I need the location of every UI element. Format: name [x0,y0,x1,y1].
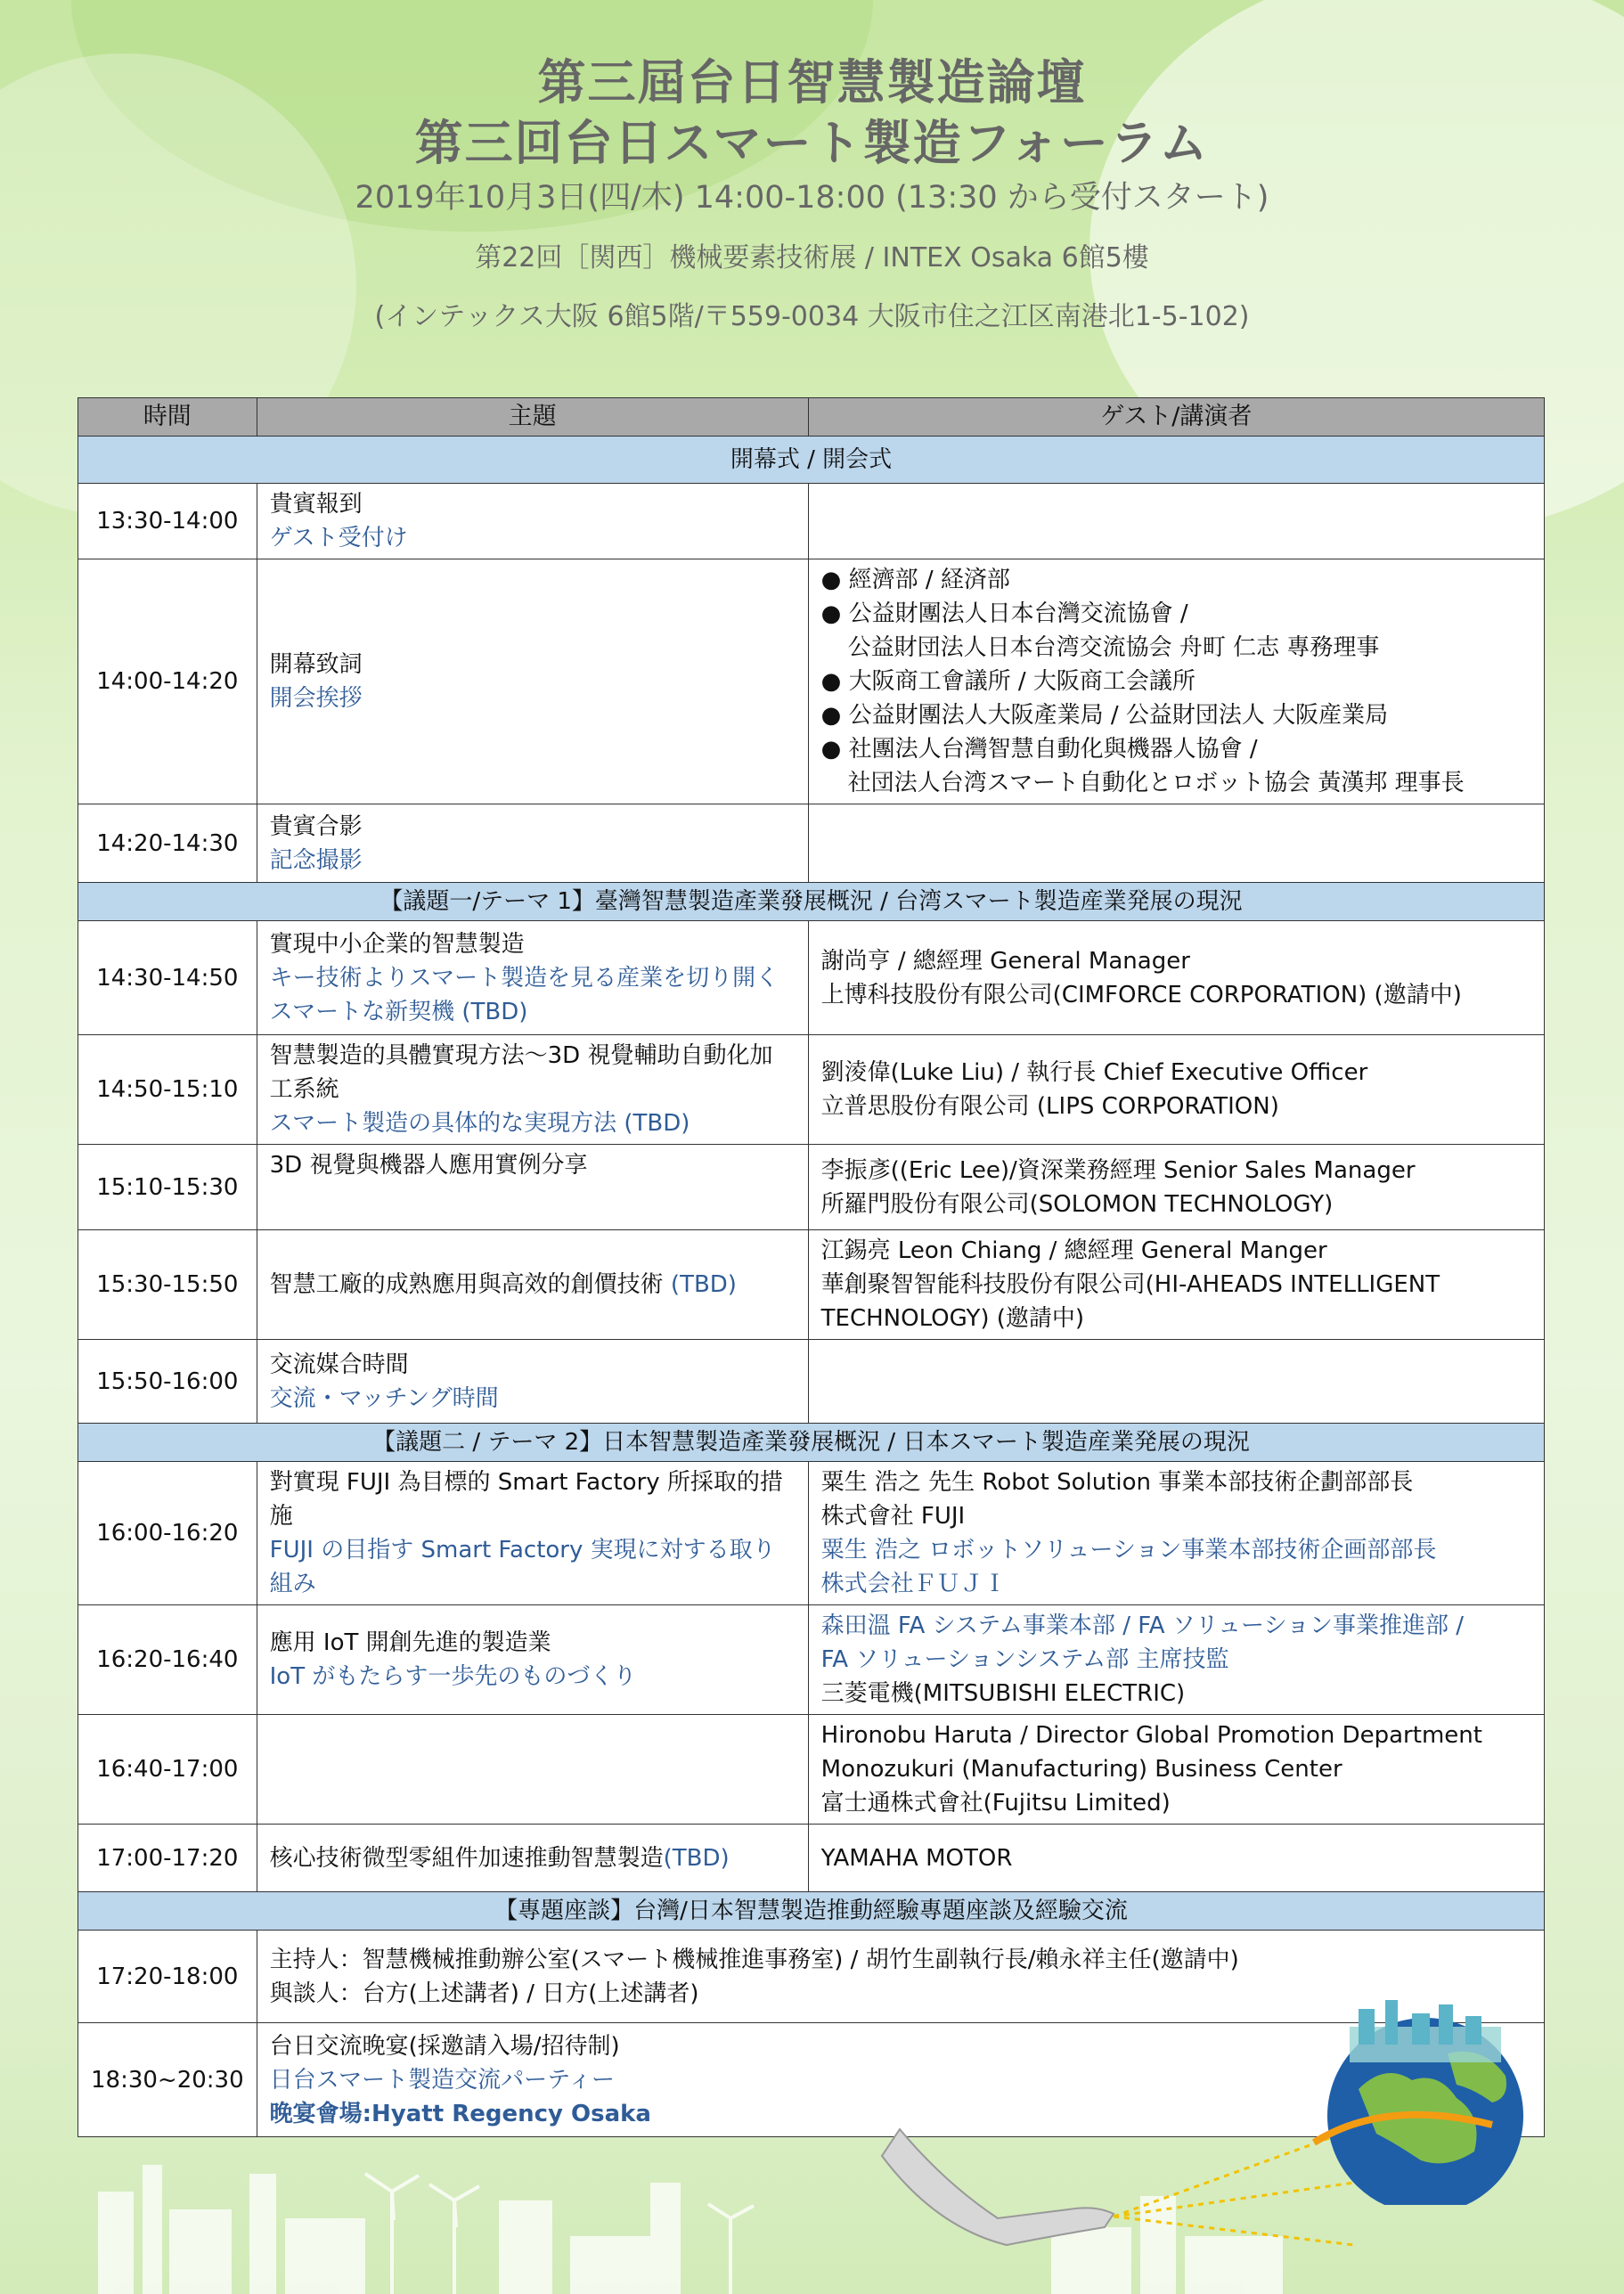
tbd-label: (TBD) [670,1271,737,1298]
speaker-line: ● 公益財團法人日本台灣交流協會 / [821,597,1531,631]
topic-cell [257,1340,808,1424]
topic-text-ja: ゲスト受付け [269,525,408,551]
title-japanese: 第三回台日スマート製造フォーラム [414,115,1210,171]
topic-cell [257,559,808,804]
table-row [78,1230,1545,1340]
speaker-cell [808,1605,1544,1715]
speaker-cell [808,1230,1544,1340]
event-address: (インテックス大阪 6館5階/〒559-0034 大阪市住之江区南港北1-5-102) [374,301,1250,332]
speaker-cell [808,1340,1544,1424]
speaker-line: 華創聚智智能科技股份有限公司(HI-AHEADS INTELLIGENT TECHNOLOGY) (邀請中) [820,1271,1440,1332]
globe-robot-hand-illustration [1305,1991,1546,2205]
panel-speakers: 與談人：台方(上述講者) / 日方(上述講者) [269,1980,699,2007]
topic-text-ja: 記念撮影 [269,846,363,874]
time-cell: 15:50-16:00 [78,1340,257,1424]
speaker-line-ja: 粟生 浩之 ロボットソリューション事業本部技術企画部部長 [820,1537,1437,1563]
topic-text: 交流媒合時間 [269,1351,409,1378]
speaker-line: 社団法人台湾スマート自動化とロボット協会 黃漢邦 理事長 [847,770,1465,796]
topic-cell [257,1825,808,1892]
topic-text: 對實現 FUJI 為目標的 Smart Factory 所採取的措施 [269,1469,783,1530]
table-row [78,484,1545,559]
speaker-cell [808,559,1544,804]
section-theme1: 【議題一/テーマ 1】臺灣智慧製造產業發展概況 / 台湾スマート製造産業発展の現況 [78,883,1545,921]
speaker-line: 三菱電機(MITSUBISHI ELECTRIC) [820,1680,1186,1707]
speaker-cell [808,921,1544,1035]
topic-cell [257,1230,808,1340]
speaker-line: 江錫亮 Leon Chiang / 總經理 General Manger [820,1237,1327,1264]
topic-text: 開幕致詞 [269,651,363,678]
col-header-speaker: ゲスト/講演者 [808,398,1544,437]
speaker-line: Monozukuri (Manufacturing) Business Center [820,1756,1342,1783]
section-row [78,437,1545,484]
dinner-venue: 晚宴會場:Hyatt Regency Osaka [269,2100,651,2127]
topic-cell [257,1145,808,1230]
col-header-time: 時間 [78,398,257,437]
topic-text: 核心技術微型零組件加速推動智慧製造 [269,1844,664,1872]
table-row [78,1825,1545,1892]
speaker-cell [808,1145,1544,1230]
topic-text: 實現中小企業的智慧製造 [269,930,525,958]
topic-text-ja: 日台スマート製造交流パーティー [269,2066,616,2094]
speaker-line: 所羅門股份有限公司(SOLOMON TECHNOLOGY) [820,1190,1334,1218]
topic-cell [257,804,808,883]
table-row [78,1340,1545,1424]
time-cell: 17:20-18:00 [78,1931,257,2023]
section-opening: 開幕式 / 開会式 [78,437,1545,484]
topic-cell [257,484,808,559]
time-cell: 16:20-16:40 [78,1605,257,1715]
topic-cell [257,1605,808,1715]
topic-text-ja: 開会挨拶 [269,685,363,712]
topic-text-ja: キー技術よりスマート製造を見る産業を切り開くスマートな新契機 (TBD) [269,964,779,1025]
section-panel: 【專題座談】台灣/日本智慧製造推動經驗專題座談及經驗交流 [78,1892,1545,1931]
table-row [78,1035,1545,1145]
time-cell: 15:30-15:50 [78,1230,257,1340]
speaker-line: ● 社團法人台灣智慧自動化與機器人協會 / [821,732,1531,766]
topic-text: 智慧工廠的成熟應用與高效的創價技術 [269,1271,664,1298]
topic-text: 台日交流晚宴(採邀請入場/招待制) [269,2032,620,2060]
speaker-line: 上博科技股份有限公司(CIMFORCE CORPORATION) (邀請中) [820,981,1462,1008]
robot-hand-shape [882,2129,1114,2245]
speaker-line: 富士通株式會社(Fujitsu Limited) [820,1790,1171,1816]
tbd-label: (TBD) [663,1844,730,1872]
section-row [78,1424,1545,1462]
topic-cell [257,921,808,1035]
section-theme2: 【議題二 / テーマ 2】日本智慧製造產業發展概況 / 日本スマート製造産業発展の現況 [78,1424,1545,1462]
topic-text-ja: FUJI の目指す Smart Factory 実現に対する取り組み [269,1537,776,1597]
topic-cell [257,1462,808,1605]
topic-text: 貴賓報到 [269,491,363,518]
speaker-line-ja: FA ソリューションシステム部 主席技監 [820,1646,1229,1673]
topic-cell [257,1715,808,1825]
topic-text: 應用 IoT 開創先進的製造業 [269,1629,551,1656]
time-cell: 16:00-16:20 [78,1462,257,1605]
table-row [78,921,1545,1035]
speaker-line: 李振彥((Eric Lee)/資深業務經理 Senior Sales Manager [820,1156,1416,1184]
schedule-table [78,397,1545,2137]
time-cell: 14:00-14:20 [78,559,257,804]
speaker-line: 謝尚亨 / 總經理 General Manager [820,947,1190,975]
table-row [78,804,1545,883]
time-cell: 16:40-17:00 [78,1715,257,1825]
speaker-cell [808,1825,1544,1892]
speaker-line: 株式會社 FUJI [820,1503,966,1530]
section-row [78,883,1545,921]
speaker-line-ja: 株式会社ＦＵＪＩ [820,1571,1007,1597]
speaker-line: ● 大阪商工會議所 / 大阪商工会議所 [821,665,1531,698]
topic-text-ja: 交流・マッチング時間 [269,1384,499,1412]
topic-text: 貴賓合影 [269,812,363,840]
speaker-line: ● 經濟部 / 経済部 [821,563,1531,597]
panel-host: 主持人：智慧機械推動辦公室(スマート機械推進事務室) / 胡竹生副執行長/賴永祥主任(邀請中) [269,1946,1239,1973]
speaker-line: 粟生 浩之 先生 Robot Solution 事業本部技術企劃部部長 [820,1469,1414,1496]
topic-text-ja: IoT がもたらす一歩先のものづくり [269,1663,637,1690]
time-cell: 13:30-14:00 [78,484,257,559]
time-cell: 14:50-15:10 [78,1035,257,1145]
topic-text: 智慧製造的具體實現方法～3D 視覺輔助自動化加工系統 [269,1042,773,1103]
speaker-cell [808,1462,1544,1605]
col-header-topic: 主題 [257,398,808,437]
table-row [78,1145,1545,1230]
topic-text-ja: スマート製造の具体的な実現方法 (TBD) [269,1110,690,1137]
speaker-line: ● 公益財團法人大阪產業局 / 公益財団法人 大阪産業局 [821,698,1531,732]
title-chinese: 第三屆台日智慧製造論壇 [537,54,1087,110]
table-row [78,1462,1545,1605]
table-header-row [78,398,1545,437]
speaker-line: Hironobu Haruta / Director Global Promotion Department [820,1722,1482,1749]
speaker-cell [808,484,1544,559]
speaker-line: YAMAHA MOTOR [820,1844,1013,1872]
time-cell: 15:10-15:30 [78,1145,257,1230]
speaker-cell [808,1035,1544,1145]
speaker-line: 立普思股份有限公司 (LIPS CORPORATION) [820,1093,1279,1120]
time-cell: 14:30-14:50 [78,921,257,1035]
speaker-line-ja: 森田溫 FA システム事業本部 / FA ソリューション事業推進部 / [820,1612,1465,1639]
event-venue: 第22回［関西］機械要素技術展 / INTEX Osaka 6館5樓 [475,242,1149,273]
time-cell: 17:00-17:20 [78,1825,257,1892]
time-cell: 14:20-14:30 [78,804,257,883]
event-date: 2019年10月3日(四/木) 14:00-18:00 (13:30 から受付スタート) [355,180,1269,216]
topic-text: 3D 視覺與機器人應用實例分享 [269,1152,588,1179]
speaker-line: 劉淩偉(Luke Liu) / 執行長 Chief Executive Officer [820,1059,1368,1086]
table-row [78,1715,1545,1825]
time-cell: 18:30~20:30 [78,2023,257,2137]
table-row [78,559,1545,804]
topic-cell [257,1035,808,1145]
speaker-cell [808,1715,1544,1825]
speaker-line: 公益財団法人日本台湾交流協会 舟町 仁志 專務理事 [847,634,1380,661]
table-row [78,1605,1545,1715]
speaker-cell [808,804,1544,883]
section-row [78,1892,1545,1931]
